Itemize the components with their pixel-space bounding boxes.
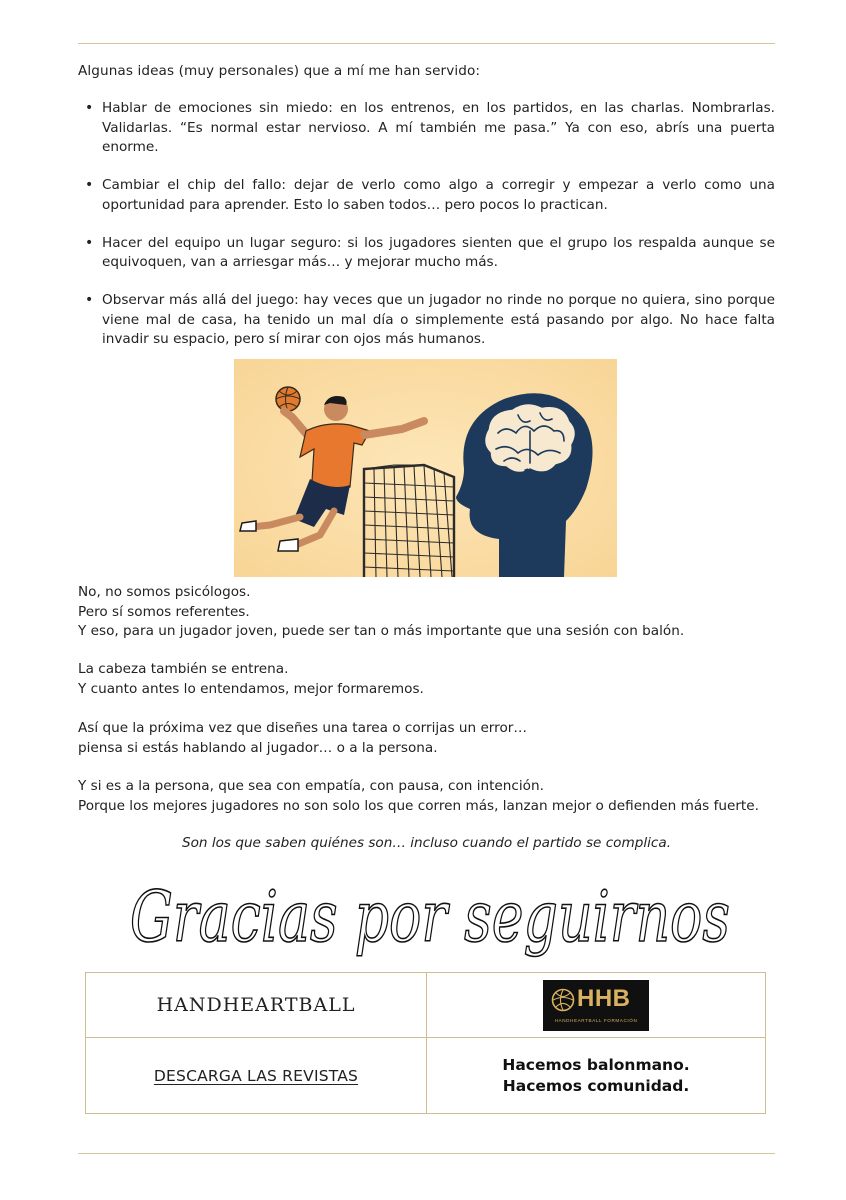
text-line: Así que la próxima vez que diseñes una tarea o corrijas un error… xyxy=(78,720,527,736)
download-magazines-link[interactable]: DESCARGA LAS REVISTAS xyxy=(153,1066,359,1085)
motto-line: Hacemos comunidad. xyxy=(502,1076,690,1095)
text-line: Porque los mejores jugadores no son solo los que corren más, lanzan mejor o defienden más fuerte. xyxy=(78,797,759,814)
thanks-script-title xyxy=(120,855,740,985)
text-line: No, no somos psicólogos. xyxy=(78,584,251,600)
text-line: Y eso, para un jugador joven, puede ser tan o más importante que una sesión con balón. xyxy=(78,623,685,639)
text-line: La cabeza también se entrena. xyxy=(78,661,289,677)
logo-ball-icon xyxy=(551,988,575,1012)
paragraph-cabeza xyxy=(78,660,775,699)
list-item: • Cambiar el chip del fallo: dejar de verlo como algo a corregir y empezar a verlo como una oportunidad para aprender. Esto lo saben todos… pero pocos lo practican. xyxy=(78,176,775,215)
list-item: • Hablar de emociones sin miedo: en los entrenos, en los partidos, en las charlas. Nombrarlas. Validarlas. “Es normal estar nervioso. A mí también me pasa.” Ya con eso, abrís una puerta enorme. xyxy=(78,99,775,158)
text-line: piensa si estás hablando al jugador… o a la persona. xyxy=(78,739,438,756)
list-item: • Observar más allá del juego: hay veces que un jugador no rinde no porque no quiera, sino porque viene mal de casa, ha tenido un mal día o simplemente está pasando por algo. No hace falta invadir su espacio, pero sí mirar con ojos más humanos. xyxy=(78,291,775,350)
download-cell xyxy=(86,1038,426,1113)
bottom-divider xyxy=(78,1153,775,1154)
thanks-text: Gracias por seguirnos xyxy=(130,876,730,958)
text-line: Y si es a la persona, que sea con empatía, con pausa, con intención. xyxy=(78,778,544,794)
logo-tagline: HANDHEARTBALL FORMACIÓN xyxy=(554,1017,638,1023)
handball-brain-illustration xyxy=(234,359,617,577)
text-line: Y cuanto antes lo entendamos, mejor formaremos. xyxy=(78,680,424,697)
handball-ball-icon xyxy=(276,387,300,411)
paragraph-proxima-vez xyxy=(78,719,775,758)
closing-quote: Son los que saben quiénes son… incluso cuando el partido se complica. xyxy=(181,835,672,851)
logo-abbreviation: HHB xyxy=(577,984,631,1012)
brand-name: HANDHEARTBALL xyxy=(156,994,356,1016)
text-line: Pero sí somos referentes. xyxy=(78,603,250,620)
ideas-list xyxy=(78,99,775,368)
hhb-logo xyxy=(543,980,649,1031)
list-item: • Hacer del equipo un lugar seguro: si los jugadores sienten que el grupo los respalda aunque se equivoquen, van a arriesgar más… y mejorar mucho más. xyxy=(78,234,775,273)
paragraph-empatia xyxy=(78,777,775,816)
paragraph-referentes xyxy=(78,583,775,642)
motto xyxy=(427,1038,765,1113)
top-divider xyxy=(78,43,775,44)
intro-text: Algunas ideas (muy personales) que a mí me han servido: xyxy=(78,63,481,79)
footer-table xyxy=(85,972,766,1114)
motto-line: Hacemos balonmano. xyxy=(502,1055,690,1074)
logo-cell xyxy=(427,973,765,1037)
